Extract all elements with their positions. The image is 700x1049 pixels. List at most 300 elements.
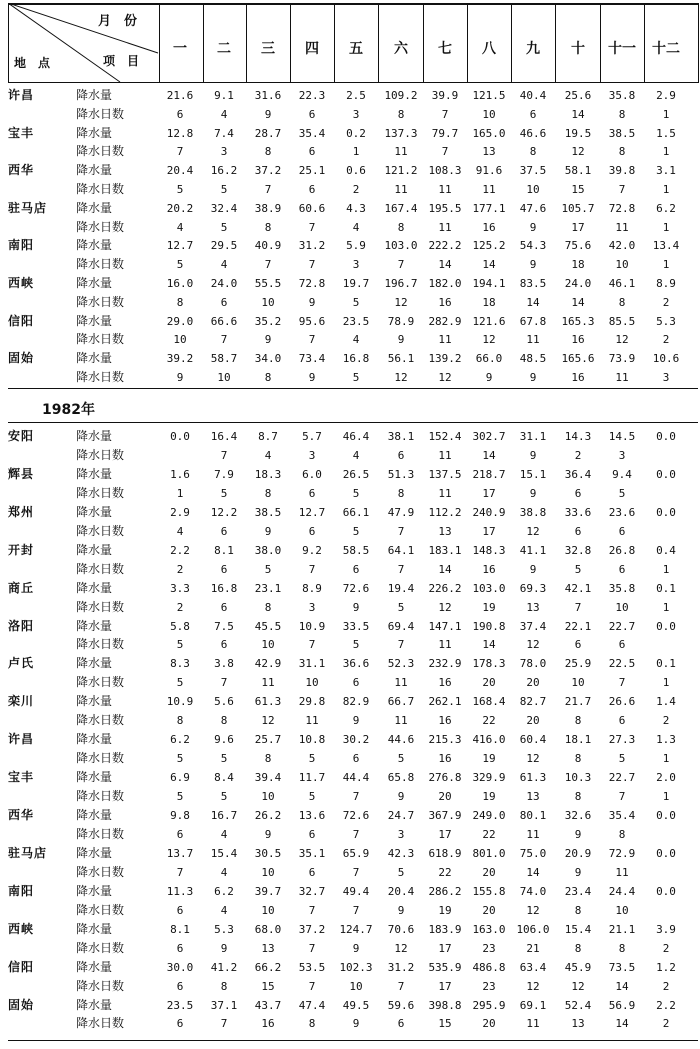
item-label: 降水量 xyxy=(76,200,113,215)
table-cell: 6 xyxy=(308,145,316,159)
station-name: 西峡 xyxy=(8,276,35,290)
table-cell: 0.6 xyxy=(346,164,366,178)
table-row xyxy=(0,996,700,1015)
table-cell: 295.9 xyxy=(472,998,506,1012)
table-cell: 66.2 xyxy=(254,960,282,974)
item-label: 降水日数 xyxy=(76,864,125,879)
table-cell: 47.9 xyxy=(387,505,415,519)
table-cell: 36.4 xyxy=(564,467,592,481)
table-cell: 29.0 xyxy=(166,314,194,328)
table-cell: 35.2 xyxy=(254,314,282,328)
table-cell: 11 xyxy=(482,183,496,196)
table-row xyxy=(0,863,700,882)
table-cell: 19 xyxy=(482,790,496,804)
item-label: 降水日数 xyxy=(76,447,125,462)
table-cell: 11 xyxy=(394,676,408,690)
table-cell: 7 xyxy=(264,258,272,272)
table-row xyxy=(0,293,700,312)
table-cell: 8 xyxy=(220,714,228,728)
table-cell: 35.1 xyxy=(298,846,326,860)
table-cell: 21.6 xyxy=(166,89,194,102)
table-cell: 7 xyxy=(441,145,449,159)
table-cell: 6.2 xyxy=(656,201,676,215)
table-cell: 25.6 xyxy=(564,89,592,102)
table-cell: 20.4 xyxy=(387,884,415,898)
table-cell: 82.9 xyxy=(342,695,370,709)
table-cell: 15 xyxy=(571,183,585,196)
table-cell: 14.3 xyxy=(564,430,592,443)
table-cell: 167.4 xyxy=(384,201,418,215)
table-cell: 9 xyxy=(529,562,537,576)
table-cell: 12 xyxy=(526,752,540,766)
table-cell: 5 xyxy=(574,562,582,576)
item-label: 降水日数 xyxy=(76,106,125,121)
table-cell: 7 xyxy=(308,220,316,234)
table-cell: 3 xyxy=(308,600,316,614)
table-cell: 139.2 xyxy=(428,352,462,366)
header-column-rule xyxy=(290,3,291,83)
table-cell: 8.7 xyxy=(258,430,278,443)
table-cell: 35.8 xyxy=(608,89,636,102)
table-cell: 9 xyxy=(264,827,272,841)
table-cell: 13 xyxy=(482,145,496,159)
table-cell: 2 xyxy=(662,295,670,309)
table-cell: 56.1 xyxy=(387,352,415,366)
table-cell: 32.7 xyxy=(298,884,326,898)
table-cell: 5 xyxy=(176,676,184,690)
table-cell: 1.2 xyxy=(656,960,676,974)
table-cell: 11 xyxy=(438,638,452,652)
table-cell: 195.5 xyxy=(428,201,462,215)
table-cell: 7 xyxy=(441,107,449,121)
table-cell: 15 xyxy=(261,979,275,993)
table-cell: 58.5 xyxy=(342,543,370,557)
table-cell: 12.2 xyxy=(210,505,238,519)
table-cell: 82.7 xyxy=(519,695,547,709)
header-month: 七 xyxy=(438,41,452,57)
table-cell: 5 xyxy=(308,752,316,766)
table-cell: 222.2 xyxy=(428,239,462,253)
table-cell: 9.1 xyxy=(214,89,234,102)
table-cell: 13 xyxy=(438,524,452,538)
table-cell: 0.0 xyxy=(656,505,676,519)
table-cell: 0.1 xyxy=(656,581,676,595)
table-cell: 7 xyxy=(618,676,626,690)
table-cell: 14 xyxy=(526,865,540,879)
table-cell: 91.6 xyxy=(475,164,503,178)
table-cell: 10.8 xyxy=(298,733,326,747)
table-cell: 5 xyxy=(397,600,405,614)
table-cell: 12 xyxy=(394,371,408,384)
table-cell: 16.4 xyxy=(210,430,238,443)
table-cell: 2 xyxy=(352,183,360,196)
table-cell: 6 xyxy=(176,827,184,841)
table-cell: 6.2 xyxy=(170,733,190,747)
table-cell: 416.0 xyxy=(472,733,506,747)
table-cell: 125.2 xyxy=(472,239,506,253)
table-cell: 10 xyxy=(261,295,275,309)
table-cell: 31.2 xyxy=(387,960,415,974)
table-cell: 9 xyxy=(529,448,537,462)
table-cell: 12 xyxy=(438,371,452,384)
item-label: 降水日数 xyxy=(76,523,125,538)
table-cell: 148.3 xyxy=(472,543,506,557)
item-label: 降水量 xyxy=(76,466,113,481)
table-cell: 72.6 xyxy=(342,581,370,595)
table-cell: 10 xyxy=(526,183,540,196)
table-row xyxy=(0,654,700,673)
item-label: 降水日数 xyxy=(76,978,125,993)
item-label: 降水量 xyxy=(76,125,113,140)
table-cell: 21.7 xyxy=(564,695,592,709)
table-cell: 2.5 xyxy=(346,89,366,102)
table-cell: 21.1 xyxy=(608,922,636,936)
table-cell: 9 xyxy=(352,941,360,955)
table-cell: 6 xyxy=(176,941,184,955)
table-cell: 121.5 xyxy=(472,89,506,102)
table-cell: 37.4 xyxy=(519,619,547,633)
table-cell: 17 xyxy=(482,486,496,500)
item-label: 降水量 xyxy=(76,618,113,633)
table-cell: 121.6 xyxy=(472,314,506,328)
table-cell: 13.4 xyxy=(652,239,680,253)
table-cell: 11 xyxy=(615,220,629,234)
header-month: 九 xyxy=(526,41,540,57)
table-cell: 367.9 xyxy=(428,809,462,822)
table-cell: 69.3 xyxy=(519,581,547,595)
table-cell: 37.2 xyxy=(298,922,326,936)
table-cell: 2 xyxy=(662,714,670,728)
table-cell: 60.4 xyxy=(519,733,547,747)
table-cell: 6 xyxy=(352,676,360,690)
table-cell: 5 xyxy=(176,790,184,804)
table-cell: 5 xyxy=(176,752,184,766)
table-cell: 5 xyxy=(308,790,316,804)
table-cell: 5.9 xyxy=(346,239,366,253)
table-cell: 168.4 xyxy=(472,695,506,709)
table-cell: 22.5 xyxy=(608,657,636,671)
table-row xyxy=(0,465,700,484)
table-cell: 16 xyxy=(438,752,452,766)
item-label: 降水日数 xyxy=(76,257,125,272)
table-cell: 11 xyxy=(526,1017,540,1031)
table-cell: 7 xyxy=(308,903,316,917)
table-cell: 33.6 xyxy=(564,505,592,519)
table-cell: 72.8 xyxy=(298,277,326,290)
table-cell: 25.7 xyxy=(254,733,282,747)
table-cell: 105.7 xyxy=(561,201,595,215)
table-cell: 66.0 xyxy=(475,352,503,366)
table-cell: 7 xyxy=(308,979,316,993)
table-cell: 95.6 xyxy=(298,314,326,328)
table-cell: 4.3 xyxy=(346,201,366,215)
table-cell: 33.5 xyxy=(342,619,370,633)
table-row xyxy=(0,312,700,331)
table-cell: 23.4 xyxy=(564,884,592,898)
table-cell: 5 xyxy=(618,752,626,766)
header-column-rule xyxy=(246,3,247,83)
table-cell: 16 xyxy=(482,220,496,234)
table-cell: 618.9 xyxy=(428,846,462,860)
station-name: 固始 xyxy=(8,997,35,1012)
header-column-rule xyxy=(644,3,645,83)
table-cell: 3 xyxy=(220,145,228,159)
table-cell: 2.0 xyxy=(656,771,676,785)
table-row xyxy=(0,673,700,692)
item-label: 降水日数 xyxy=(76,902,125,917)
table-cell: 196.7 xyxy=(384,277,418,290)
table-cell: 6 xyxy=(397,448,405,462)
table-cell: 8 xyxy=(574,714,582,728)
table-cell: 6 xyxy=(176,903,184,917)
table-cell: 28.7 xyxy=(254,126,282,140)
table-row xyxy=(0,768,700,787)
header-column-rule xyxy=(600,3,601,83)
table-row xyxy=(0,349,700,368)
table-cell: 16.7 xyxy=(210,809,238,822)
table-cell: 19 xyxy=(482,600,496,614)
table-cell: 8.9 xyxy=(302,581,322,595)
item-label: 降水日数 xyxy=(76,637,125,652)
table-cell: 8.1 xyxy=(214,543,234,557)
table-row xyxy=(0,142,700,161)
header-month: 六 xyxy=(394,41,408,57)
table-cell: 2.2 xyxy=(170,543,190,557)
table-cell: 535.9 xyxy=(428,960,462,974)
table-cell: 183.1 xyxy=(428,543,462,557)
table-row xyxy=(0,901,700,920)
table-cell: 20 xyxy=(482,903,496,917)
table-cell: 3 xyxy=(352,258,360,272)
item-label: 降水日数 xyxy=(76,599,125,614)
table-cell: 10 xyxy=(261,638,275,652)
table-cell: 286.2 xyxy=(428,884,462,898)
table-cell: 3.9 xyxy=(656,922,676,936)
table-cell: 14 xyxy=(482,258,496,272)
table-row xyxy=(0,124,700,143)
table-cell: 177.1 xyxy=(472,201,506,215)
table-cell: 51.3 xyxy=(387,467,415,481)
table-cell: 4 xyxy=(264,448,272,462)
table-cell: 38.8 xyxy=(519,505,547,519)
table-cell: 2 xyxy=(662,941,670,955)
table-row xyxy=(0,749,700,768)
table-cell: 9 xyxy=(529,258,537,272)
table-cell: 46.1 xyxy=(608,277,636,290)
table-cell: 8 xyxy=(618,145,626,159)
item-label: 降水量 xyxy=(76,770,113,785)
table-cell: 20 xyxy=(438,790,452,804)
table-cell: 5 xyxy=(220,220,228,234)
table-cell: 25.1 xyxy=(298,164,326,178)
table-cell: 44.4 xyxy=(342,771,370,785)
item-label: 降水日数 xyxy=(76,219,125,234)
table-cell: 16 xyxy=(571,333,585,347)
table-row xyxy=(0,368,700,387)
station-name: 宝丰 xyxy=(8,770,35,785)
table-cell: 16.0 xyxy=(166,277,194,290)
table-cell: 14 xyxy=(482,448,496,462)
table-cell: 7.4 xyxy=(214,126,234,140)
table-row xyxy=(0,199,700,218)
table-cell: 7 xyxy=(397,562,405,576)
table-cell: 3 xyxy=(662,371,670,384)
table-cell: 6 xyxy=(618,714,626,728)
table-row xyxy=(0,711,700,730)
table-cell: 85.5 xyxy=(608,314,636,328)
table-cell: 5 xyxy=(220,790,228,804)
station-name: 西峡 xyxy=(8,921,35,936)
table-cell: 10 xyxy=(482,107,496,121)
table-cell: 5.3 xyxy=(214,922,234,936)
table-cell: 17 xyxy=(438,827,452,841)
table-cell: 7 xyxy=(618,790,626,804)
table-cell: 11 xyxy=(394,145,408,159)
table-cell: 124.7 xyxy=(339,922,373,936)
item-label: 降水量 xyxy=(76,88,113,102)
table-cell: 8 xyxy=(264,220,272,234)
table-cell: 20 xyxy=(526,676,540,690)
table-cell: 17 xyxy=(438,979,452,993)
header-month: 十 xyxy=(571,41,585,57)
table-cell: 6 xyxy=(308,524,316,538)
table-cell: 3 xyxy=(308,448,316,462)
table-cell: 2 xyxy=(176,600,184,614)
table-cell: 11 xyxy=(261,676,275,690)
header-month: 十一 xyxy=(608,41,636,57)
table-cell: 8 xyxy=(574,790,582,804)
table-cell: 6.2 xyxy=(214,884,234,898)
table-cell: 38.9 xyxy=(254,201,282,215)
table-cell: 6 xyxy=(220,295,228,309)
table-cell: 31.6 xyxy=(254,89,282,102)
table-cell: 6 xyxy=(220,638,228,652)
table-cell: 1 xyxy=(662,752,670,766)
table-cell: 0.0 xyxy=(656,467,676,481)
station-name: 许昌 xyxy=(8,732,35,747)
table-cell: 72.8 xyxy=(608,201,636,215)
table-cell: 19 xyxy=(438,903,452,917)
table-cell: 26.2 xyxy=(254,809,282,822)
table-cell: 6 xyxy=(574,486,582,500)
table-cell: 109.2 xyxy=(384,89,418,102)
station-name: 洛阳 xyxy=(8,618,35,633)
table-cell: 5 xyxy=(352,295,360,309)
item-label: 降水量 xyxy=(76,276,113,290)
header-month: 十二 xyxy=(652,41,680,57)
table-cell: 24.0 xyxy=(210,277,238,290)
table-cell: 2 xyxy=(662,979,670,993)
station-name: 宝丰 xyxy=(8,125,35,140)
table-cell: 18 xyxy=(571,258,585,272)
table-cell: 7 xyxy=(397,638,405,652)
table-cell: 7 xyxy=(220,1017,228,1031)
table-row xyxy=(0,161,700,180)
table-bottom-rule xyxy=(8,1040,698,1041)
table-cell: 398.8 xyxy=(428,998,462,1012)
station-name: 西华 xyxy=(8,163,35,178)
header-column-rule xyxy=(698,3,699,83)
table-cell: 183.9 xyxy=(428,922,462,936)
station-name: 安阳 xyxy=(8,429,35,443)
table-cell: 26.5 xyxy=(342,467,370,481)
table-cell: 6 xyxy=(574,638,582,652)
table-cell: 3 xyxy=(397,827,405,841)
item-label: 降水日数 xyxy=(76,332,125,347)
table-cell: 48.5 xyxy=(519,352,547,366)
table-row xyxy=(0,105,700,124)
table-cell: 38.0 xyxy=(254,543,282,557)
item-label: 降水日数 xyxy=(76,675,125,690)
table-cell: 12 xyxy=(526,903,540,917)
table-cell: 1 xyxy=(662,183,670,196)
table-cell: 137.3 xyxy=(384,126,418,140)
item-label: 降水量 xyxy=(76,504,113,519)
table-cell: 6 xyxy=(529,107,537,121)
table-cell: 69.4 xyxy=(387,619,415,633)
station-name: 固始 xyxy=(8,351,35,366)
table-cell: 22.7 xyxy=(608,619,636,633)
table-cell: 12 xyxy=(394,295,408,309)
table-cell: 165.6 xyxy=(561,352,595,366)
item-label: 降水量 xyxy=(76,845,113,860)
table-cell: 11 xyxy=(438,220,452,234)
table-cell: 8 xyxy=(618,295,626,309)
table-cell: 10.9 xyxy=(298,619,326,633)
item-label: 降水量 xyxy=(76,883,113,898)
table-cell: 1 xyxy=(662,790,670,804)
table-cell: 5 xyxy=(220,183,228,196)
table-cell: 65.9 xyxy=(342,846,370,860)
table-cell: 11 xyxy=(438,486,452,500)
header-column-rule xyxy=(423,3,424,83)
station-name: 许昌 xyxy=(8,88,35,102)
table-cell: 22 xyxy=(482,827,496,841)
table-cell: 7 xyxy=(308,333,316,347)
item-label: 降水日数 xyxy=(76,370,125,384)
table-cell: 8 xyxy=(574,903,582,917)
table-cell: 9 xyxy=(308,295,316,309)
table-cell: 6 xyxy=(352,752,360,766)
table-cell: 52.4 xyxy=(564,998,592,1012)
table-cell: 6 xyxy=(308,865,316,879)
table-cell: 9 xyxy=(397,333,405,347)
table-cell: 5 xyxy=(176,183,184,196)
table-cell: 39.7 xyxy=(254,884,282,898)
table-cell: 34.0 xyxy=(254,352,282,366)
table-row xyxy=(0,218,700,237)
table-cell: 9 xyxy=(529,220,537,234)
table-cell: 23.5 xyxy=(166,998,194,1012)
table-cell: 1 xyxy=(176,486,184,500)
table-cell: 4 xyxy=(220,107,228,121)
table-cell: 47.6 xyxy=(519,201,547,215)
table-cell: 5 xyxy=(352,486,360,500)
table-cell: 14 xyxy=(482,638,496,652)
table-cell: 49.5 xyxy=(342,998,370,1012)
table-cell: 37.2 xyxy=(254,164,282,178)
table-cell: 12 xyxy=(394,941,408,955)
table-cell: 10 xyxy=(217,371,231,384)
table-cell: 13.7 xyxy=(166,846,194,860)
table-row xyxy=(0,635,700,654)
table-cell: 13 xyxy=(526,600,540,614)
table-cell: 4 xyxy=(352,220,360,234)
table-cell: 22 xyxy=(482,714,496,728)
table-cell: 20.4 xyxy=(166,164,194,178)
table-cell: 41.1 xyxy=(519,543,547,557)
table-cell: 56.9 xyxy=(608,998,636,1012)
